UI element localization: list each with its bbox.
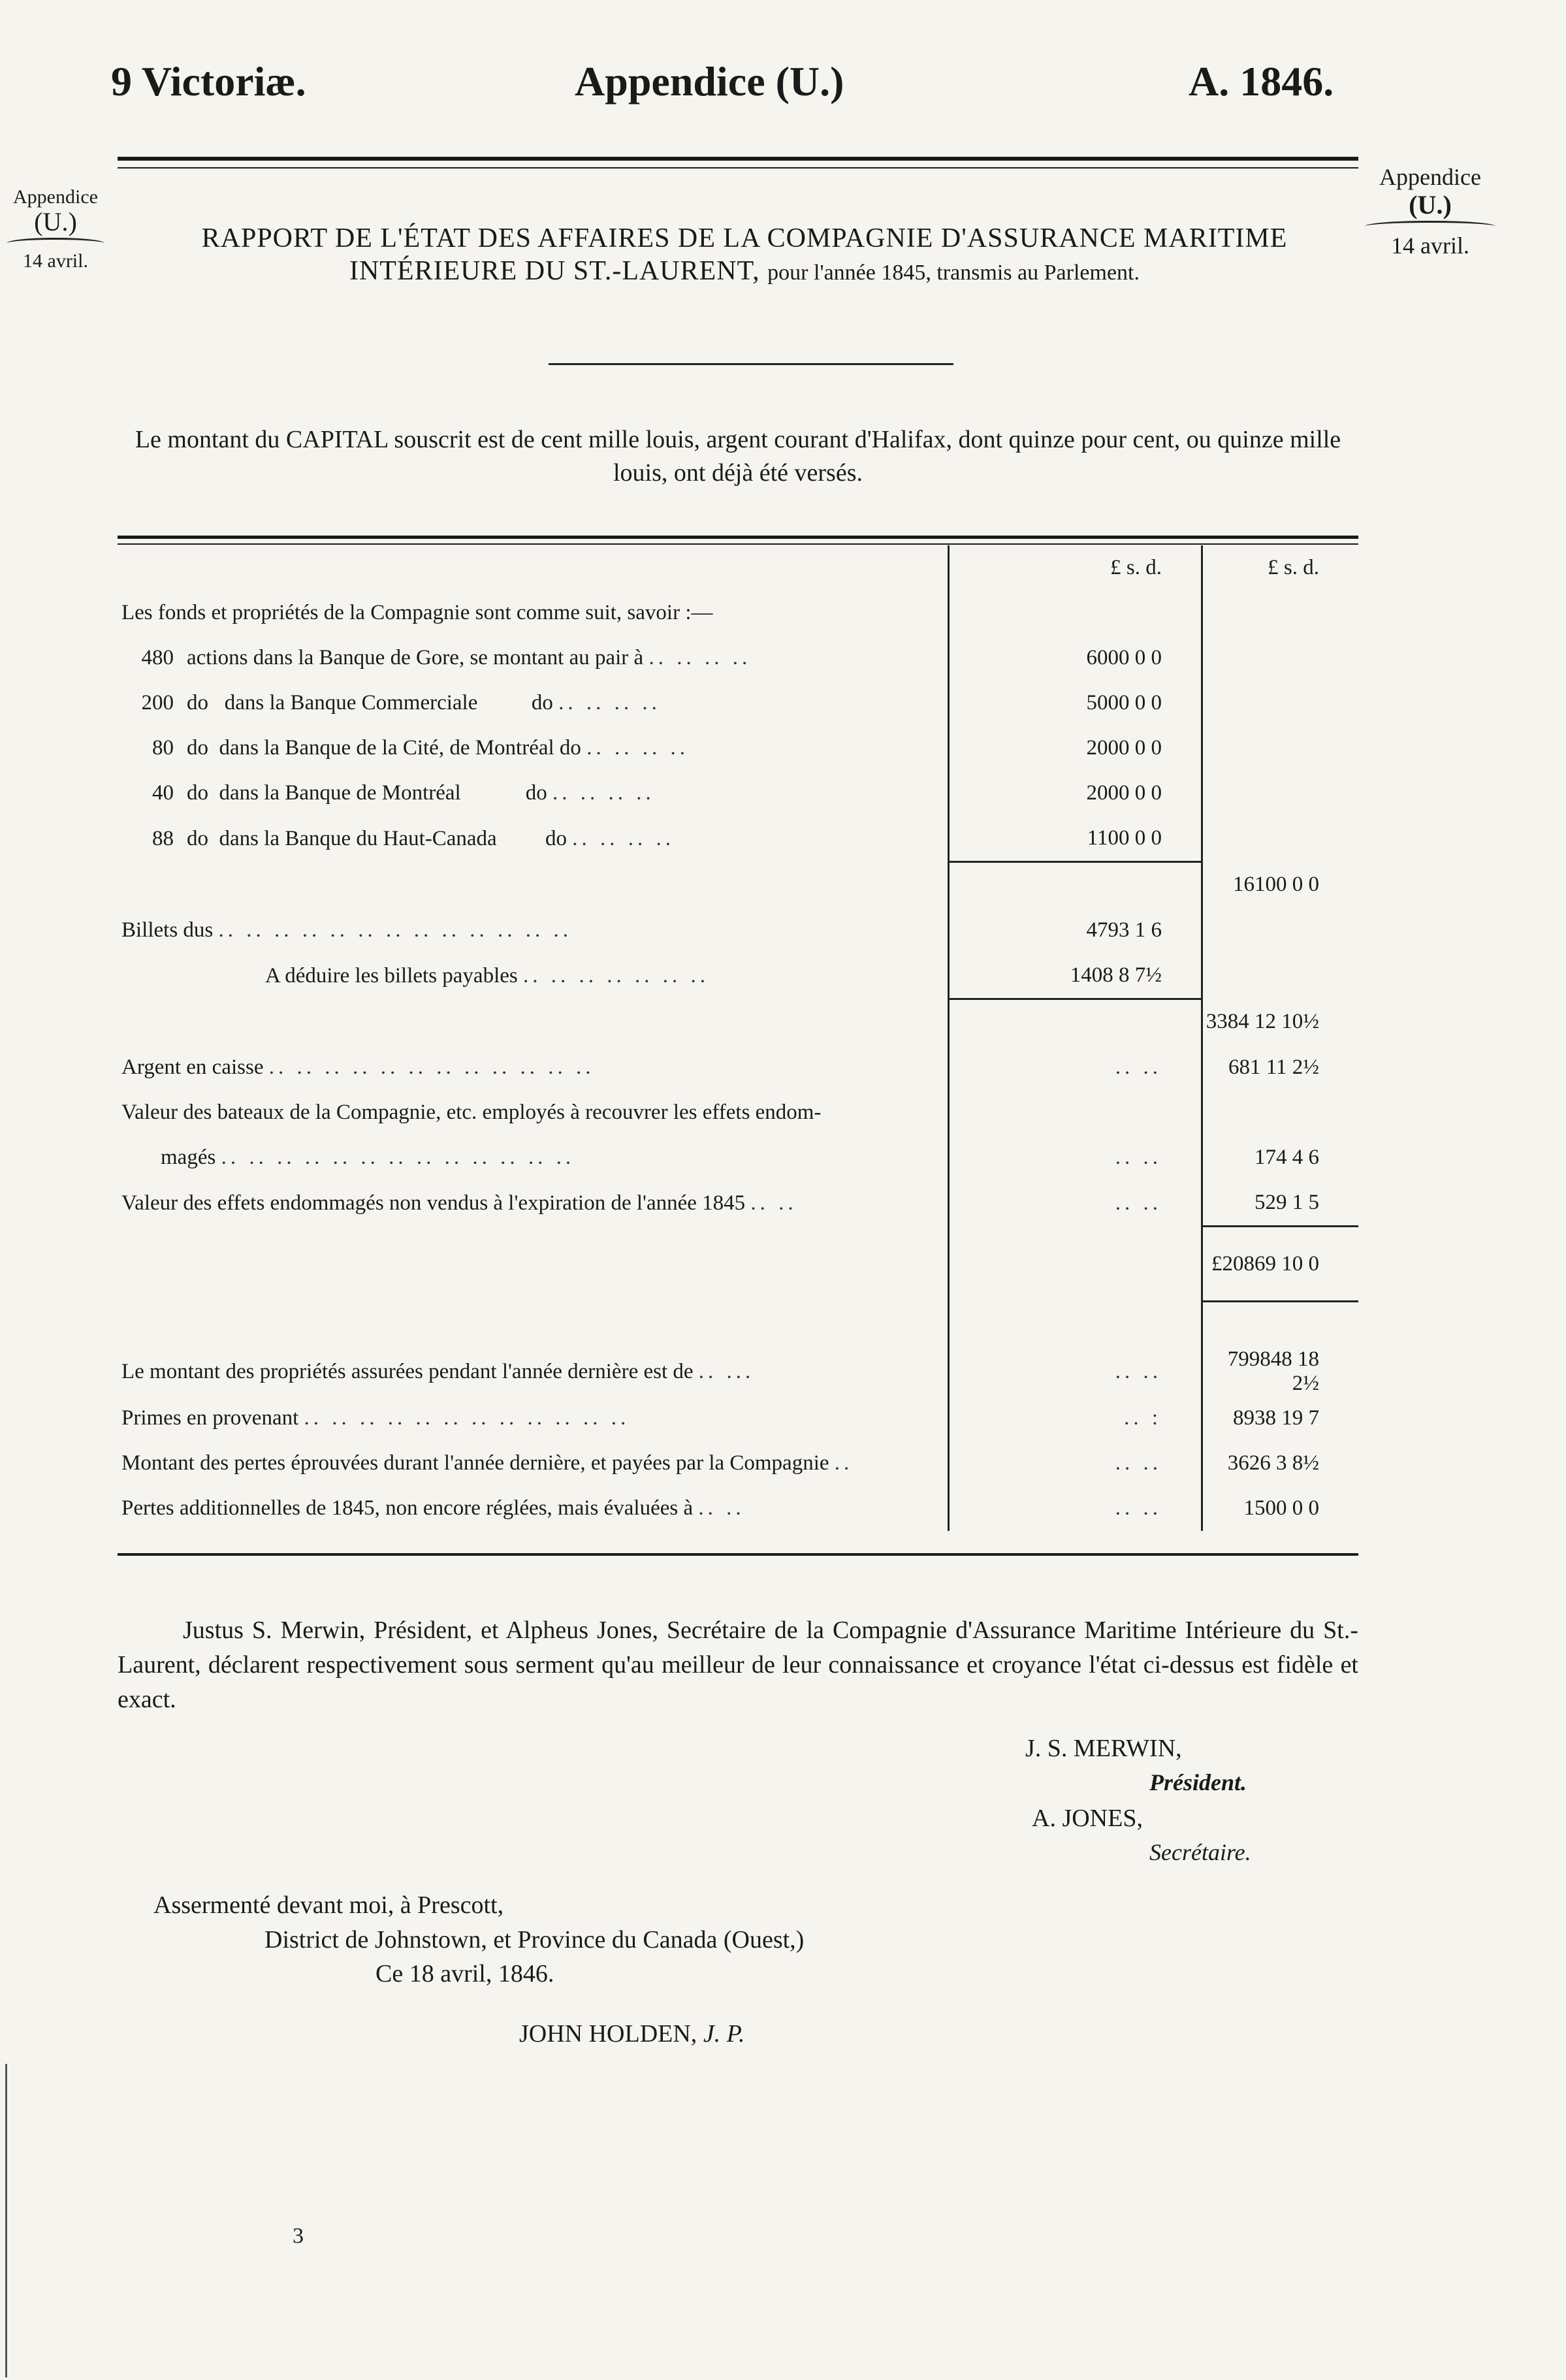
justice-name: JOHN HOLDEN,	[519, 2020, 697, 2048]
row-qty: 88	[152, 826, 174, 850]
row-desc: actions dans la Banque de Gore, se montant au pair à	[187, 646, 644, 669]
sworn-line-1: Assermenté devant moi, à Prescott,	[153, 1891, 504, 1919]
row-desc: A déduire les billets payables	[265, 963, 518, 988]
table-row: 88 do dans la Banque du Haut-Canada do .. .. .. .. 1100 0 0	[118, 816, 1358, 862]
row-value-1: 1408 8 7½	[949, 953, 1202, 999]
header-rule-thin	[118, 167, 1358, 169]
declaration-paragraph: Justus S. Merwin, Président, et Alpheus Jones, Secrétaire de la Compagnie d'Assurance Maritime Intérieure du St.-Laurent, déclarent respectivement sous serment qu'au meilleur de leur connaissance et croyance l'état ci-dessus est fidèle et exact.	[118, 1616, 1358, 1714]
row-desc: do dans la Banque de Montréal do	[187, 781, 547, 805]
col-head-2: £ s. d.	[1268, 556, 1319, 579]
table-row-subtotal	[118, 862, 1358, 909]
row-qty: 480	[141, 646, 174, 669]
row-desc: Argent en caisse	[121, 1055, 264, 1079]
table-row-subtotal	[118, 999, 1358, 1046]
signature-secretary-title: Secrétaire.	[1149, 1839, 1251, 1865]
margin-left-mid: (U.)	[34, 207, 77, 236]
row-value-1: 2000 0 0	[949, 771, 1202, 816]
table-row	[118, 1090, 1358, 1135]
row-desc: Billets dus	[121, 918, 214, 942]
row-value-2: 3626 3 8½	[1227, 1451, 1319, 1475]
row-grand-total: £20869 10 0	[1202, 1227, 1359, 1302]
table-top-rule	[118, 536, 1358, 539]
margin-right-bottom: 14 avril.	[1391, 232, 1469, 259]
table-row: Billets dus .. .. .. .. .. .. .. .. .. .. .. .. .. 4793 1 6	[118, 908, 1358, 953]
table-row: magés .. .. .. .. .. .. .. .. .. .. .. .. .. .. .. 174 4 6	[118, 1135, 1358, 1180]
row-spacer	[1202, 1302, 1359, 1348]
row-qty: 200	[141, 691, 174, 715]
table-row: 480 actions dans la Banque de Gore, se montant au pair à .. .. .. .. 6000 0 0	[118, 635, 1358, 681]
signature-secretary-name: A. JONES,	[1032, 1805, 1143, 1832]
table-row	[118, 590, 1358, 635]
row-value-2: 681 11 2½	[1228, 1055, 1319, 1079]
financial-table	[118, 545, 1358, 1531]
row-desc: Montant des pertes éprouvées durant l'année dernière, et payées par la Compagnie	[121, 1451, 829, 1475]
margin-right-mid: (U.)	[1409, 189, 1452, 219]
margin-note-right	[1365, 165, 1495, 259]
row-value-2: 8938 19 7	[1233, 1406, 1319, 1430]
table-row: 200 do dans la Banque Commerciale do .. .. .. .. 5000 0 0	[118, 681, 1358, 726]
row-value-2: 529 1 5	[1254, 1191, 1319, 1214]
signature-president-title: Président.	[1149, 1769, 1247, 1795]
row-qty: 80	[152, 736, 174, 760]
title-underline	[549, 363, 953, 365]
row-desc: Valeur des bateaux de la Compagnie, etc. employés à recouvrer les effets endom-	[121, 1101, 822, 1124]
margin-right-top: Appendice	[1379, 164, 1481, 190]
title-line-2-rest: pour l'année 1845, transmis au Parlement.	[767, 261, 1140, 285]
sworn-line-2: District de Johnstown, et Province du Canada (Ouest,)	[264, 1926, 805, 1954]
margin-right-brace	[1365, 221, 1495, 232]
page-number: 3	[293, 2224, 304, 2248]
row-value-1: 4793 1 6	[949, 908, 1202, 953]
binding-edge-line	[5, 2064, 7, 2377]
title-line-1: RAPPORT DE L'ÉTAT DES AFFAIRES DE LA COMPAGNIE D'ASSURANCE MARITIME	[201, 223, 1288, 253]
row-desc: Pertes additionnelles de 1845, non encore réglées, mais évaluées à	[121, 1496, 694, 1520]
margin-left-top: Appendice	[13, 186, 98, 208]
title-line-2-caps: INTÉRIEURE DU ST.-LAURENT,	[349, 256, 760, 287]
table-row: Argent en caisse .. .. .. .. .. .. .. .. .. .. .. .. .. .. 681 11 2½	[118, 1045, 1358, 1090]
table-row: Valeur des effets endommagés non vendus à l'expiration de l'année 1845 .. .. .. .. 529 1 5	[118, 1180, 1358, 1227]
header-rule-thick	[118, 157, 1358, 161]
justice-signature	[519, 2019, 745, 2048]
table-row: A déduire les billets payables .. .. .. .. .. .. .. 1408 8 7½	[118, 953, 1358, 999]
row-value-2: 3384 12 10½	[1206, 1010, 1319, 1034]
table-row: Montant des pertes éprouvées durant l'année dernière, et payées par la Compagnie .. .. .. 3626 3 8½	[118, 1441, 1358, 1486]
header-right: A. 1846.	[1189, 58, 1334, 105]
row-desc: magés	[161, 1146, 216, 1169]
table-row: Pertes additionnelles de 1845, non encore réglées, mais évaluées à .. .. .. .. 1500 0 0	[118, 1486, 1358, 1531]
col-head-1: £ s. d.	[949, 545, 1202, 590]
margin-left-brace	[7, 238, 104, 249]
row-desc: do dans la Banque de la Cité, de Montréal do	[187, 736, 581, 760]
report-title	[131, 222, 1358, 288]
header-left: 9 Victoriæ.	[111, 58, 306, 105]
row-value-2: 799848 18 2½	[1227, 1347, 1319, 1395]
margin-note-left	[7, 186, 104, 272]
margin-left-bottom: 14 avril.	[23, 250, 88, 272]
table-header-row	[118, 545, 1358, 590]
row-value-2: 16100 0 0	[1233, 873, 1319, 897]
justice-title: J. P.	[703, 2020, 745, 2048]
row-value-1: 1100 0 0	[949, 816, 1202, 862]
row-desc: Primes en provenant	[121, 1406, 299, 1430]
table-bottom-rule	[118, 1553, 1358, 1556]
row-value-1: 5000 0 0	[949, 681, 1202, 726]
row-value-2: 1500 0 0	[1243, 1496, 1319, 1520]
capital-paragraph: Le montant du CAPITAL souscrit est de cent mille louis, argent courant d'Halifax, dont quinze pour cent, ou quinze mille louis, ont déjà été versés.	[135, 426, 1341, 487]
signature-president-name: J. S. MERWIN,	[1025, 1735, 1182, 1762]
row-qty: 40	[152, 781, 174, 805]
table-top-rule-thin	[118, 543, 1358, 545]
sworn-line-3: Ce 18 avril, 1846.	[376, 1960, 554, 1987]
row-value-1: 6000 0 0	[949, 635, 1202, 681]
row-value-2: 174 4 6	[1254, 1146, 1319, 1169]
table-row-spacer	[118, 1302, 1358, 1348]
table-row: 40 do dans la Banque de Montréal do .. .. .. .. 2000 0 0	[118, 771, 1358, 816]
row-desc: do dans la Banque du Haut-Canada do	[187, 826, 567, 850]
row-desc: Les fonds et propriétés de la Compagnie sont comme suit, savoir :—	[121, 601, 713, 624]
row-desc: Valeur des effets endommagés non vendus à l'expiration de l'année 1845	[121, 1191, 746, 1215]
row-desc: Le montant des propriétés assurées pendant l'année dernière est de	[121, 1359, 694, 1383]
table-row-total	[118, 1227, 1358, 1302]
table-row: Primes en provenant .. .. .. .. .. .. .. .. .. .. .. .. .. : 8938 19 7	[118, 1396, 1358, 1441]
table-row: 80 do dans la Banque de la Cité, de Montréal do .. .. .. .. 2000 0 0	[118, 726, 1358, 771]
row-desc: do dans la Banque Commerciale do	[187, 691, 553, 715]
table-row: Le montant des propriétés assurées pendant l'année dernière est de .. ... .. .. 799848 18 2½	[118, 1347, 1358, 1396]
row-value-1: 2000 0 0	[949, 726, 1202, 771]
header-center: Appendice (U.)	[575, 58, 844, 105]
